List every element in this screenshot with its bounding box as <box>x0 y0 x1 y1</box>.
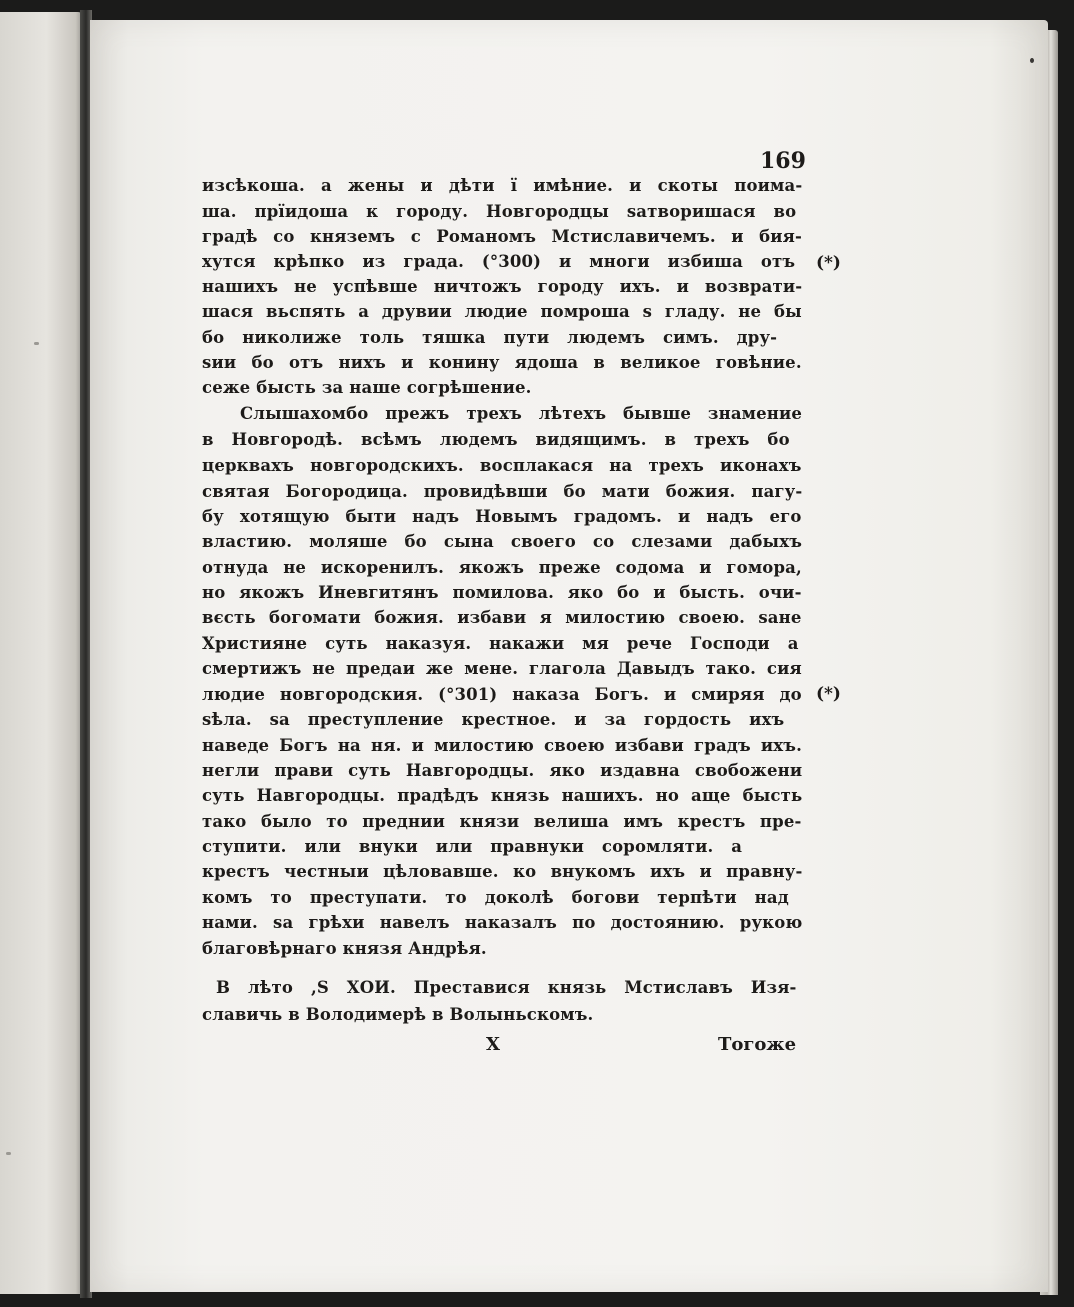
text-line: бо николиже толь тяшка пути людемъ симъ. дру- <box>202 328 778 347</box>
text-line: отнуда не искоренилъ. якожъ преже содома и гомора, <box>202 558 802 577</box>
text-line: в Новгородѣ. всѣмъ людемъ видящимъ. в трехъ бо <box>202 430 790 449</box>
catchword: Тогоже <box>718 1034 797 1055</box>
text-line: людие новгородския. (°301) наказа Богъ. и смиряя до <box>202 685 802 704</box>
signature-mark: X <box>486 1034 500 1055</box>
footnote-mark: (*) <box>816 684 841 704</box>
text-line: ша. прїидоша к городу. Новгородцы ѕатворишася во <box>202 202 797 221</box>
paragraph-first-line: Слышахомбо прежъ трехъ лѣтехъ бывше знамение <box>240 404 803 423</box>
text-line: ѕии бо отъ нихъ и конину ядоша в великое говѣние. <box>202 353 802 372</box>
ink-speck <box>1030 58 1034 63</box>
text-line: бу хотящую быти надъ Новымъ градомъ. и надъ его <box>202 507 802 526</box>
left-page-edge <box>0 12 84 1294</box>
text-line: благовѣрнаго князя Андрѣя. <box>202 939 487 958</box>
text-line: хутся крѣпко из града. (°300) и многи избиша отъ <box>202 252 796 271</box>
text-line: изсѣкоша. а жены и дѣти ї имѣние. и скоты поима- <box>202 176 803 195</box>
text-line: шася вьспять а друвии людие помроша ѕ гладу. не бы <box>202 302 802 321</box>
text-line: суть Навгородцы. прадѣдъ князь нашихъ. но аще бысть <box>202 786 803 805</box>
text-line: сеже бысть за наше согрѣшение. <box>202 378 532 397</box>
text-line: градѣ со княземъ с Романомъ Мстиславичемъ. и бия- <box>202 227 802 246</box>
paper-fleck <box>6 1152 11 1155</box>
text-line: ѕѣла. ѕа преступление крестное. и за гордость ихъ <box>202 710 785 729</box>
text-line: тако было то преднии князи велиша имъ крестъ пре- <box>202 812 802 831</box>
text-line: смертижъ не предаи же мене. глагола Давыдъ тако. сия <box>202 659 802 678</box>
paper-fleck <box>34 342 39 345</box>
text-line: комъ то преступати. то доколѣ богови терпѣти над <box>202 888 789 907</box>
text-line: ступити. или внуки или правнуки соромляти. а <box>202 837 743 856</box>
page-number: 169 <box>760 148 806 174</box>
text-line: крестъ честныи цѣловавше. ко внукомъ ихъ и правну- <box>202 862 803 881</box>
text-line: славичь в Володимерѣ в Волыньскомъ. <box>202 1005 594 1024</box>
text-line: вєсть богомати божия. избави я милостию своею. ѕане <box>202 608 802 627</box>
footnote-mark: (*) <box>816 253 841 273</box>
text-line: нашихъ не успѣвше ничтожъ городу ихъ. и возврати- <box>202 277 803 296</box>
text-line: но якожъ Иневгитянъ помилова. яко бо и бысть. очи- <box>202 583 802 602</box>
text-line: святая Богородица. провидѣвши бо мати божия. пагу- <box>202 482 803 501</box>
text-line: Християне суть наказуя. накажи мя рече Господи а <box>202 634 799 653</box>
text-line: наведе Богъ на ня. и милостию своею избави градъ ихъ. <box>202 736 802 755</box>
year-entry-line: В лѣто ,Ѕ ХОИ. Преставися князь Мстиславъ Изя- <box>216 978 797 997</box>
text-line: нами. ѕа грѣхи навелъ наказалъ по достоянию. рукою <box>202 913 803 932</box>
text-line: церквахъ новгородскихъ. восплакася на трехъ иконахъ <box>202 456 802 475</box>
text-line: властию. моляше бо сына своего со слезами дабыхъ <box>202 532 803 551</box>
text-line: негли прави суть Навгородцы. яко издавна свобожени <box>202 761 803 780</box>
